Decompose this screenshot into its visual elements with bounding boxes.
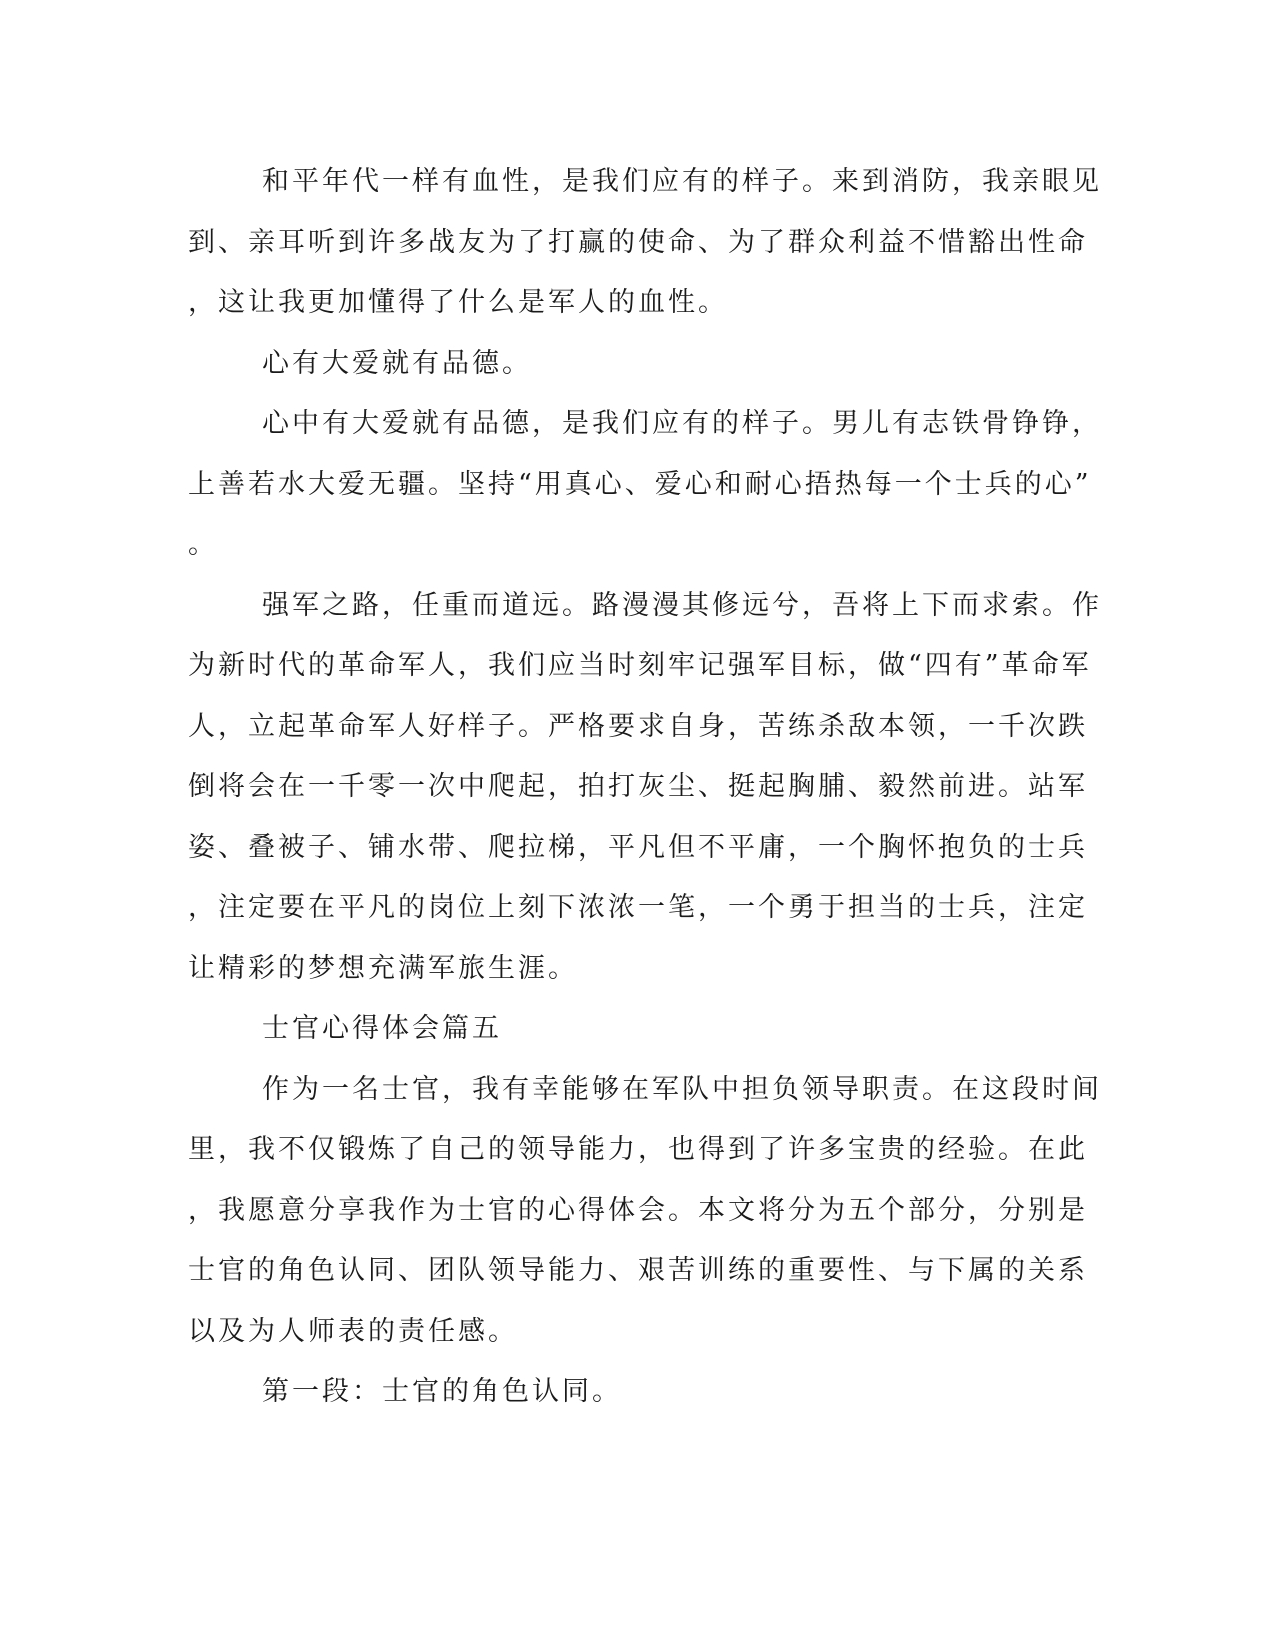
paragraph-heading: 第一段：士官的角色认同。 <box>262 1376 622 1407</box>
paragraph-heading: 心有大爱就有品德。 <box>262 347 532 379</box>
text-line: 作为一名士官，我有幸能够在军队中担负领导职责。在这段时间 <box>262 1073 1102 1105</box>
document-body <box>188 152 1102 1423</box>
text-line: 人，立起革命军人好样子。严格要求自身，苦练杀敌本领，一千次跌 <box>188 710 1088 742</box>
text-line: 上善若水大爱无疆。坚持“用真心、爱心和耐心捂热每一个士兵的心” <box>188 468 1092 500</box>
section-title: 士官心得体会篇五 <box>262 1013 502 1044</box>
text-line: 倒将会在一千零一次中爬起，拍打灰尘、挺起胸脯、毅然前进。站军 <box>188 771 1088 802</box>
text-line: 以及为人师表的责任感。 <box>188 1315 518 1347</box>
text-line: 姿、叠被子、铺水带、爬拉梯，平凡但不平庸，一个胸怀抱负的士兵 <box>188 831 1088 863</box>
text-line: 让精彩的梦想充满军旅生涯。 <box>188 952 578 984</box>
text-line: ，注定要在平凡的岗位上刻下浓浓一笔，一个勇于担当的士兵，注定 <box>188 892 1088 923</box>
text-line: 里，我不仅锻炼了自己的领导能力，也得到了许多宝贵的经验。在此 <box>188 1134 1088 1165</box>
text-line: ，这让我更加懂得了什么是军人的血性。 <box>188 287 728 318</box>
text-line: 强军之路，任重而道远。路漫漫其修远兮，吾将上下而求索。作 <box>262 589 1102 621</box>
text-line: 心中有大爱就有品德，是我们应有的样子。男儿有志铁骨铮铮， <box>262 408 1102 439</box>
text-line: 到、亲耳听到许多战友为了打赢的使命、为了群众利益不惜豁出性命 <box>188 226 1088 258</box>
text-line: ，我愿意分享我作为士官的心得体会。本文将分为五个部分，分别是 <box>188 1194 1088 1226</box>
text-line: 为新时代的革命军人，我们应当时刻牢记强军目标，做“四有”革命军 <box>188 650 1092 681</box>
text-line: 和平年代一样有血性，是我们应有的样子。来到消防，我亲眼见 <box>262 166 1102 197</box>
text-line: 。 <box>188 529 218 560</box>
text-line: 士官的角色认同、团队领导能力、艰苦训练的重要性、与下属的关系 <box>188 1255 1088 1286</box>
